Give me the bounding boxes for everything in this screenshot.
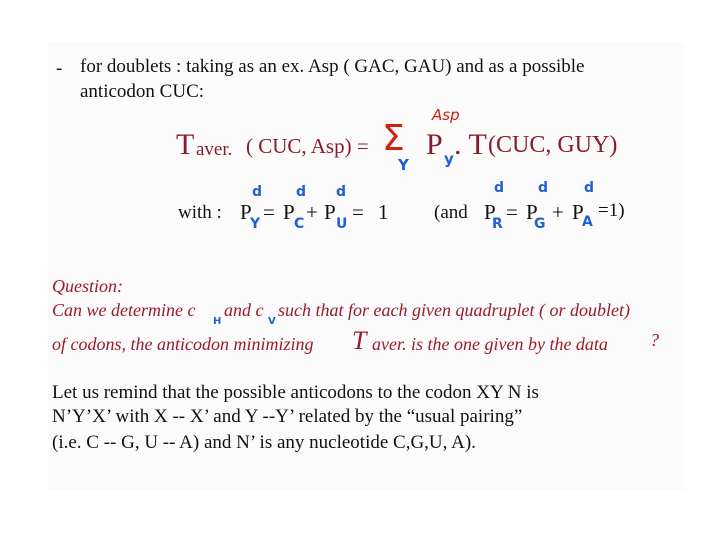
P1-sub: Y	[250, 216, 261, 232]
PG: P	[526, 200, 538, 224]
P3-sup: d	[336, 184, 347, 200]
sigma-symbol: Σ	[382, 118, 405, 159]
question-line-2b: aver. is the one given by the data	[372, 334, 608, 354]
equals-one: 1	[378, 200, 389, 224]
intro-line-1: for doublets : taking as an ex. Asp ( GAC, GAU) and as a possible	[80, 56, 585, 77]
asp-annotation: Asp	[432, 106, 460, 124]
formula-aver: aver.	[196, 139, 233, 160]
cH-subscript: H	[213, 316, 222, 327]
sigma-subscript: Y	[398, 156, 409, 174]
question-mark: ?	[650, 330, 659, 350]
PG-sup: d	[538, 180, 549, 196]
with-label: with :	[178, 202, 222, 223]
P1: P	[240, 200, 252, 224]
question-line-2a: of codons, the anticodon minimizing	[52, 334, 314, 354]
intro-line-2: anticodon CUC:	[80, 81, 205, 102]
P3: P	[324, 200, 336, 224]
question-T: T	[352, 326, 367, 355]
remind-line-1: Let us remind that the possible anticodons to the codon XY N is	[52, 382, 539, 403]
PG-sub: G	[534, 216, 546, 232]
question-line-1b: and c	[224, 300, 264, 320]
eq-2: =	[352, 200, 364, 224]
formula-dot-T: . T	[454, 128, 487, 161]
bullet-dash: -	[56, 58, 63, 79]
cV-subscript: V	[268, 316, 276, 327]
remind-line-2: N’Y’X’ with X -- X’ and Y --Y’ related by the “usual pairing”	[52, 406, 523, 427]
formula-P: P	[426, 128, 443, 161]
P2-sub: C	[294, 216, 305, 232]
PR-sup: d	[494, 180, 505, 196]
PA-sup: d	[584, 180, 595, 196]
remind-line-3: (i.e. C -- G, U -- A) and N’ is any nucleotide C,G,U, A).	[52, 432, 476, 453]
P1-sup: d	[252, 184, 263, 200]
eq-R: =	[506, 200, 518, 224]
PR: P	[484, 200, 496, 224]
and-label: (and	[434, 202, 468, 223]
plus-2: +	[552, 200, 564, 224]
formula-rhs: (CUC, GUY)	[488, 132, 618, 158]
P3-sub: U	[336, 216, 348, 232]
question-line-1c: such that for each given quadruplet ( or doublet)	[278, 300, 630, 320]
and-tail: =1)	[598, 200, 625, 221]
P2-sup: d	[296, 184, 307, 200]
PA: P	[572, 200, 584, 224]
plus-1: +	[306, 200, 318, 224]
PR-sub: R	[492, 216, 503, 232]
PA-sub: A	[582, 214, 593, 230]
eq-1: =	[263, 200, 275, 224]
formula-P-subscript: y	[444, 150, 454, 168]
question-heading: Question:	[52, 276, 123, 296]
formula-T: T	[176, 128, 195, 161]
formula-lhs: ( CUC, Asp) =	[246, 134, 369, 158]
P2: P	[283, 200, 295, 224]
question-line-1a: Can we determine c	[52, 300, 196, 320]
